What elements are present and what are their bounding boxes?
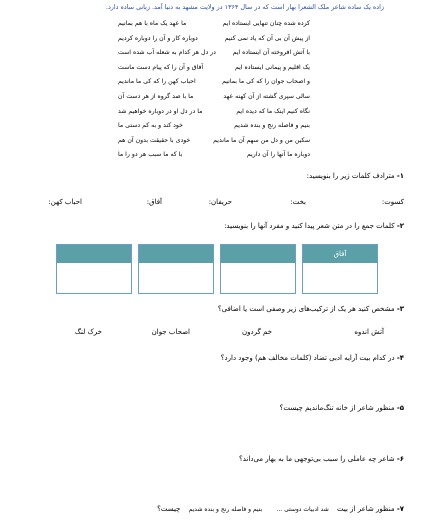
- poem-line: [118, 78, 310, 93]
- poem-line: [118, 108, 310, 123]
- question-6: [239, 455, 404, 463]
- poem-line: [118, 49, 310, 64]
- poem-hemistich-right: سکین من و دل من سهم آن ما ماندیم: [213, 136, 310, 144]
- synonym-word: کسوت:: [381, 198, 404, 206]
- compound-row: [0, 328, 422, 342]
- poem-hemistich-right: بنیم و فاصله رنج و بنده شدیم: [234, 122, 310, 130]
- compound-item: اصحاب جوان: [151, 328, 190, 336]
- poem-hemistich-left: ما عهد یک ماه با هم بمانیم: [118, 20, 187, 27]
- question-7-number: ۷-: [396, 505, 404, 513]
- poem-line: [118, 35, 310, 50]
- poem-line: [118, 137, 310, 152]
- poem-hemistich-left: احباب کهن را که کی ما ماندیم: [118, 78, 196, 86]
- poem-hemistich-left: ما در دل او در دوباره خواهیم شد: [118, 107, 203, 115]
- poem-hemistich-left: دوباره کار و آن را دوباره کردیم: [118, 34, 198, 42]
- question-7-tail: چیست؟: [157, 505, 181, 513]
- poem-hemistich-right: یک اقلیم و پیمانی ایستاده ایم: [235, 63, 310, 71]
- question-6-text: شاعر چه عاملی را سبب بی‌توجهی ما به بهار می‌داند؟: [239, 455, 395, 463]
- poem-hemistich-right: کرده شده چنان تنهایی ایستاده ایم: [222, 20, 310, 27]
- question-3-text: مشخص کنید هر یک از ترکیب‌های زیر وصفی است یا اضافی؟: [217, 305, 395, 313]
- question-4-number: ۴-: [396, 354, 404, 362]
- poem-hemistich-right: از پیش آن بی آن که یاد نمی کنیم: [224, 34, 310, 42]
- poem-hemistich-left: خودی با حقیقت بدون آن هم: [118, 136, 191, 144]
- poem-line: [118, 20, 310, 35]
- answer-box[interactable]: [138, 244, 214, 294]
- synonym-word: آفاق:: [146, 198, 162, 206]
- question-5-number: ۵-: [396, 404, 404, 412]
- synonym-word: حریفان:: [208, 198, 232, 206]
- compound-item: خرک لنگ: [74, 328, 102, 336]
- poem-hemistich-right: سالی سپری گشته از آن کهنه عهد: [223, 92, 310, 100]
- answer-box-caption: [57, 245, 131, 263]
- question-5: [280, 404, 404, 412]
- poem-line: [118, 122, 310, 137]
- plural-boxes: [56, 244, 378, 294]
- poem-hemistich-right: و اصحاب جوان را که کی ما بمانیم: [222, 78, 310, 86]
- answer-box[interactable]: [302, 244, 378, 294]
- question-7-text: منظور شاعر از بیت: [337, 505, 395, 513]
- question-7: [157, 505, 404, 513]
- question-2-text: کلمات جمع را در متن شعر پیدا کنید و مفرد آنها را بنویسید:: [224, 222, 395, 230]
- question-7-quote-a: شد ادبیات دوستی ...: [276, 506, 329, 513]
- compound-item: آتش اندوه: [354, 328, 384, 336]
- poem-hemistich-right: نگاه کنیم اینک ما که دیده ایم: [236, 107, 310, 115]
- question-3-number: ۳-: [396, 305, 404, 313]
- answer-box[interactable]: [56, 244, 132, 294]
- question-1-text: مترادف کلمات زیر را بنویسید:: [306, 172, 395, 180]
- synonym-row: [0, 198, 422, 212]
- question-2-number: ۲-: [396, 222, 404, 230]
- poem-line: [118, 151, 310, 166]
- poem-hemistich-right: دوباره ما آنها را آن داریم: [246, 151, 310, 159]
- poem-line: [118, 93, 310, 108]
- poem-hemistich-left: با که ما سبب هر دو را ما: [118, 151, 183, 159]
- question-3: [218, 305, 404, 313]
- question-2: [224, 222, 404, 230]
- poem-line: [118, 64, 310, 79]
- poem-hemistich-left: خود کند و به کم دستی ما: [118, 122, 183, 130]
- answer-box-caption: آفاق: [303, 245, 377, 263]
- poem-hemistich-left: آفاق و آن را که پیام دست ماست: [118, 63, 204, 71]
- question-4: [221, 354, 404, 362]
- question-1: [307, 172, 404, 180]
- question-7-quote-b: بنیم و فاصله رنج و بنده شدیم: [188, 506, 263, 513]
- synonym-word: احباب کهن:: [48, 198, 82, 206]
- question-1-number: ۱-: [396, 172, 404, 180]
- question-5-text: منظور شاعر از خانه تنگ‌ماندیم چیست؟: [279, 404, 395, 412]
- poem-hemistich-left: در دل هر کدام به شعله آب شده است: [118, 49, 216, 57]
- answer-box-caption: [139, 245, 213, 263]
- header-note: زاده یک ساده شاعر ملک الشعرا بهار است که در سال ۱۳۶۴ در ولایت مشهد به دنیا آمد. زبانی ساده دارد.: [105, 3, 384, 11]
- answer-box-caption: [221, 245, 295, 263]
- question-6-number: ۶-: [396, 455, 404, 463]
- poem-hemistich-right: با آتش افروخته آن ایستاده ایم: [232, 49, 310, 57]
- compound-item: خم گردون: [241, 328, 272, 336]
- answer-box[interactable]: [220, 244, 296, 294]
- synonym-word: بخت:: [290, 198, 306, 206]
- poem-hemistich-left: ما با صد گروه از هر دست آن: [118, 92, 194, 100]
- question-4-text: در کدام بیت آرایه ادبی تضاد (کلمات مخالف هم) وجود دارد؟: [220, 354, 395, 362]
- poem: [118, 20, 310, 166]
